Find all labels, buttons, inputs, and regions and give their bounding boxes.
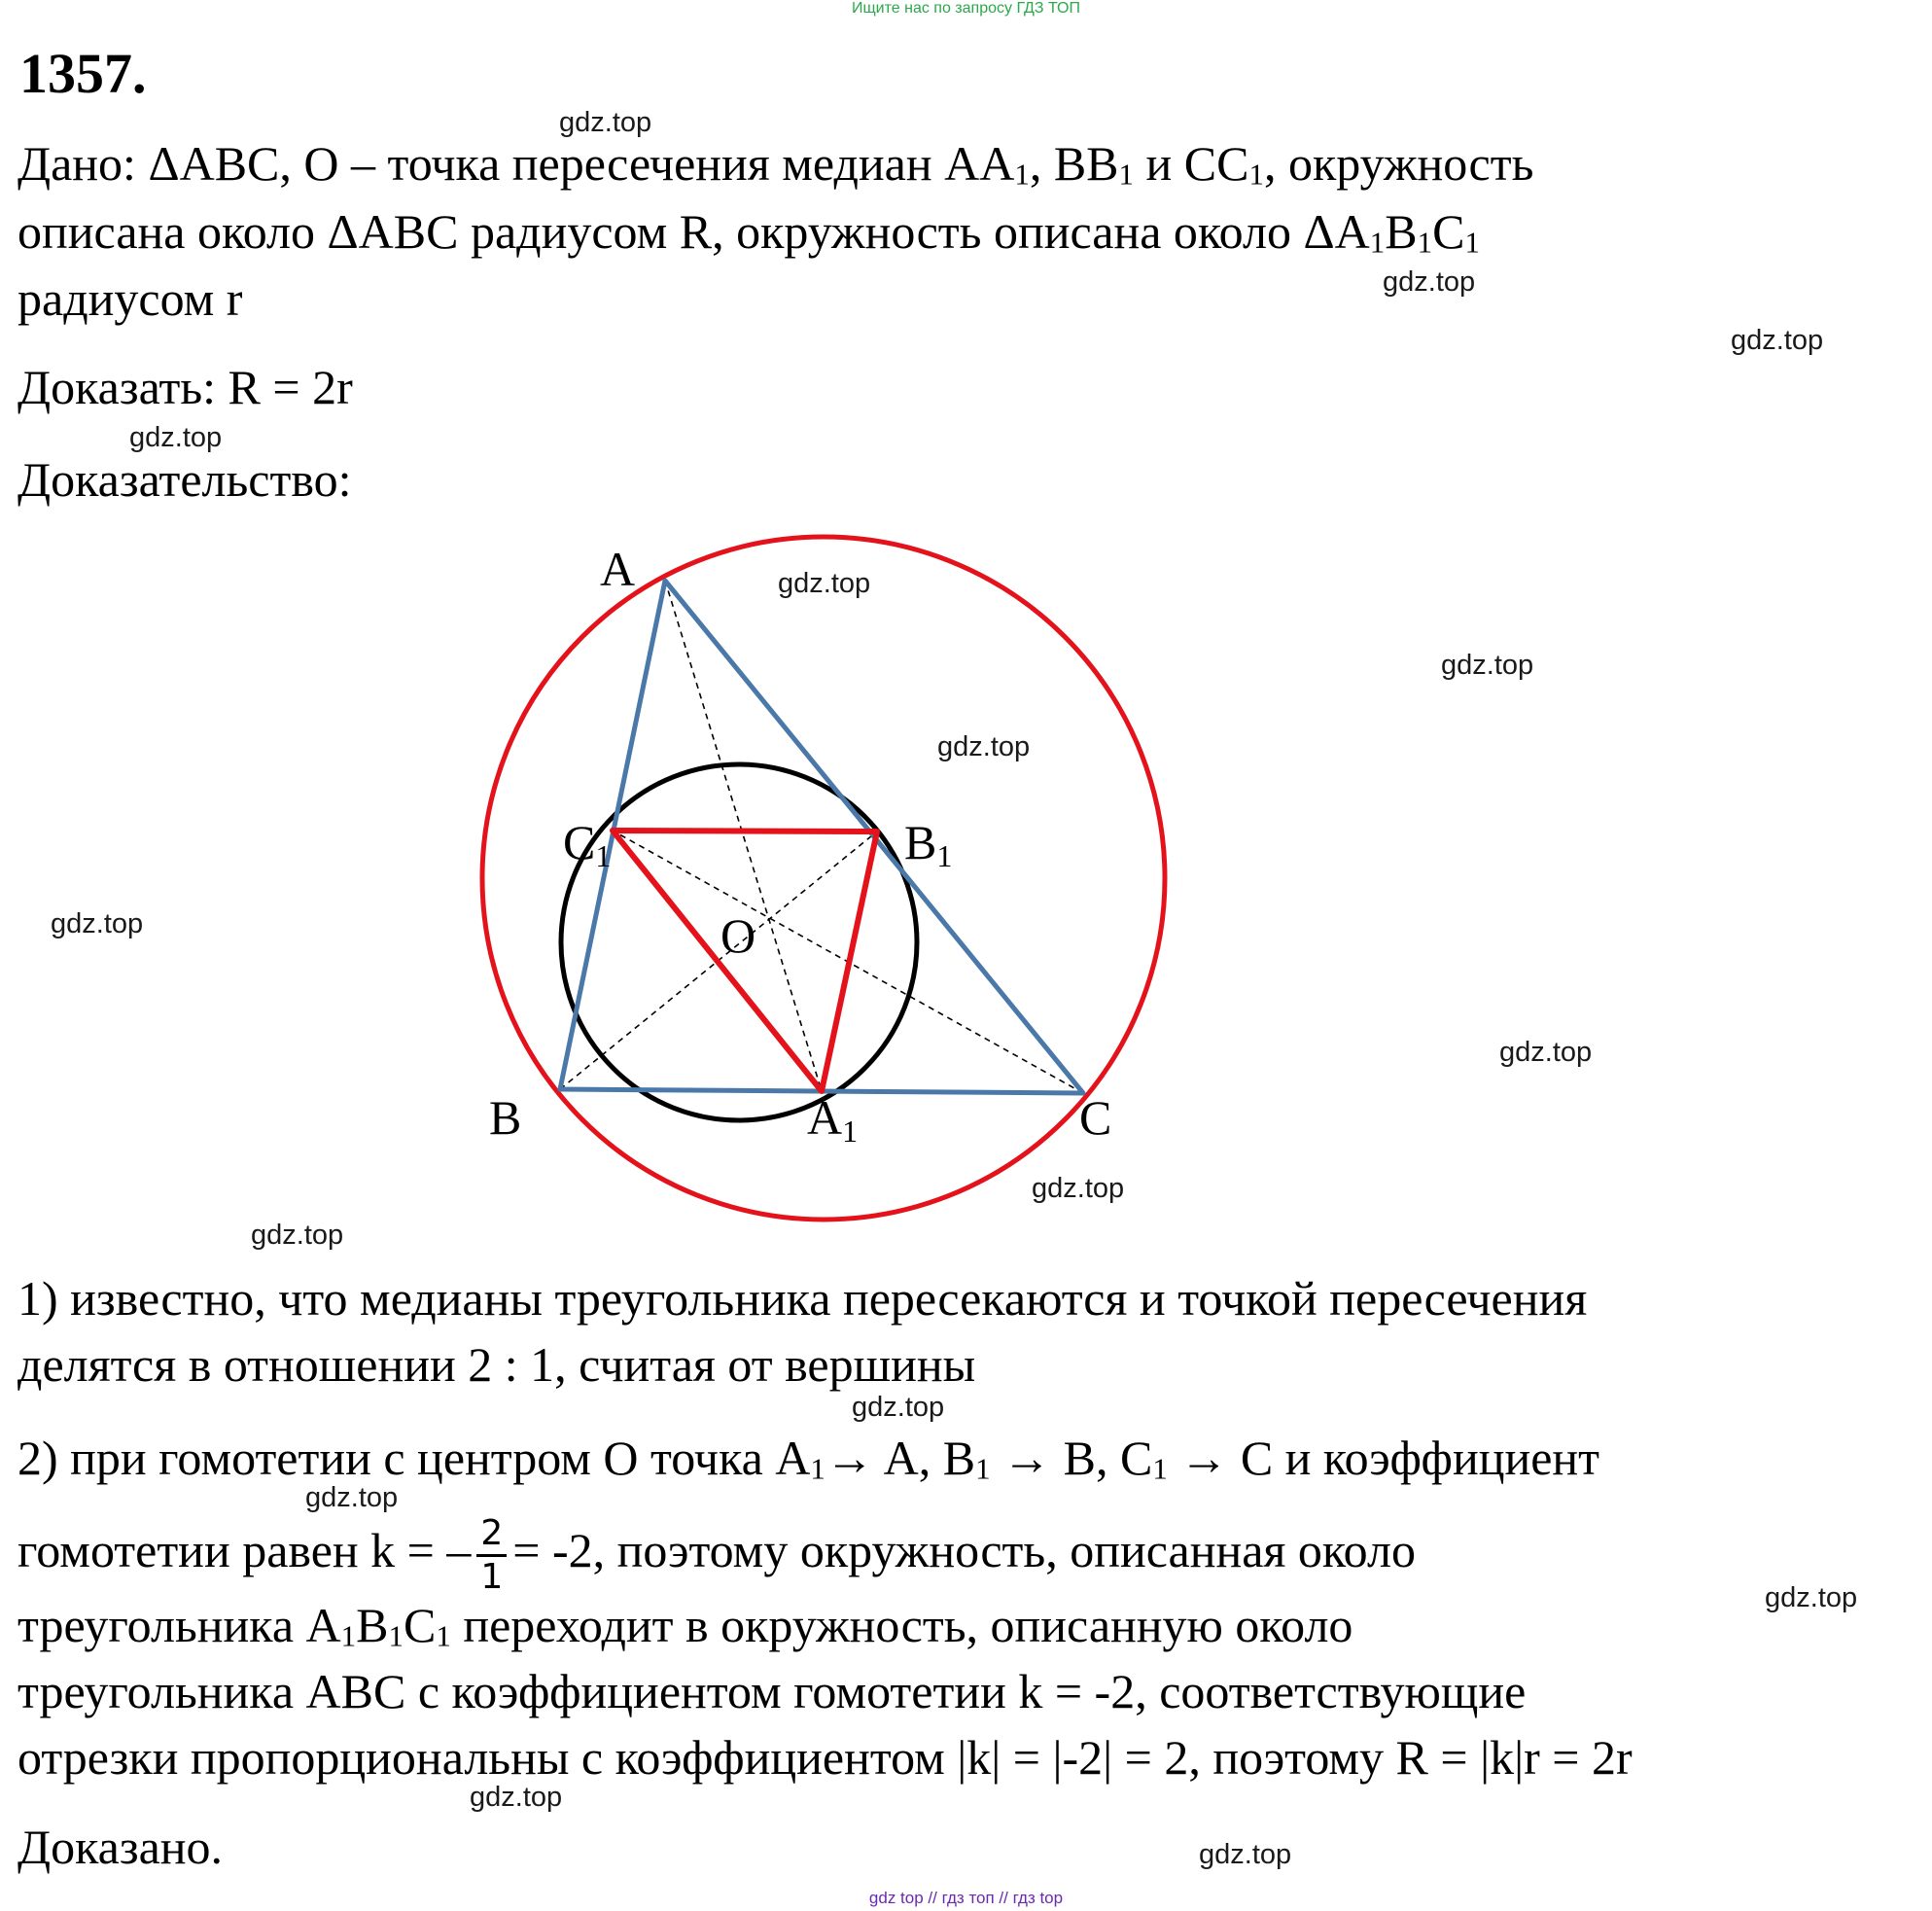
subscript: 1	[1152, 1451, 1168, 1486]
proof-heading: Доказательство:	[18, 452, 352, 507]
watermark: gdz.top	[1383, 266, 1476, 298]
watermark: gdz.top	[1765, 1582, 1858, 1613]
subscript: 1	[1464, 225, 1480, 260]
subscript: 1	[436, 1618, 451, 1653]
step2-text: гомотетии равен k = –	[18, 1523, 472, 1577]
prove-statement: Доказать: R = 2r	[18, 360, 353, 414]
label-b1: B1	[904, 815, 953, 873]
step2-text: → A, B	[825, 1431, 976, 1485]
given-text-d: , окружность	[1264, 136, 1534, 191]
watermark: gdz.top	[778, 568, 871, 599]
step2-text: → B, C	[990, 1431, 1153, 1485]
step2-text: 2) при гомотетии с центром O точка A	[18, 1431, 811, 1485]
triangle-abc	[560, 581, 1083, 1093]
step2-line-4: треугольника ABC с коэффициентом гомотетии k = -2, соответствующие	[18, 1664, 1527, 1718]
watermark: gdz.top	[51, 908, 144, 939]
problem-number: 1357.	[19, 42, 147, 105]
fraction-numerator: 2	[476, 1513, 507, 1557]
fraction-denominator: 1	[480, 1557, 504, 1598]
watermark: gdz.top	[559, 107, 652, 138]
watermark: gdz.top	[852, 1392, 945, 1423]
subscript: 1	[1118, 157, 1135, 192]
step2-text: = -2, поэтому окружность, описанная около	[512, 1523, 1416, 1577]
watermark: gdz.top	[251, 1220, 344, 1251]
step1-line-2: делятся в отношении 2 : 1, считая от вершины	[18, 1337, 976, 1392]
step2-text: → C и коэффициент	[1167, 1431, 1600, 1485]
label-o: O	[720, 908, 756, 963]
watermark: gdz.top	[129, 422, 223, 453]
subscript: 1	[1369, 225, 1386, 260]
subscript: 1	[1417, 225, 1433, 260]
given-text-b: , BB	[1029, 136, 1119, 191]
given-text-e: описана около ΔABC радиусом R, окружность описана около ΔA	[18, 204, 1370, 259]
given-text-a: Дано: ΔABC, O – точка пересечения медиан AA	[18, 136, 1015, 191]
given-text-c: и CC	[1134, 136, 1249, 191]
step2-line-1	[18, 1424, 1599, 1504]
subscript: 1	[975, 1451, 991, 1486]
step2-text: переходит в окружность, описанную около	[450, 1598, 1353, 1652]
watermark: gdz.top	[937, 731, 1031, 762]
subscript: 1	[340, 1618, 357, 1653]
top-banner[interactable]: Ищите нас по запросу ГДЗ ТОП	[852, 0, 1080, 17]
subscript: 1	[388, 1618, 404, 1653]
label-c1: C1	[563, 815, 612, 873]
median-aa1	[665, 581, 822, 1091]
watermark: gdz.top	[470, 1782, 563, 1813]
subscript: 1	[1248, 157, 1264, 192]
watermark: gdz.top	[1441, 650, 1534, 681]
conclusion: Доказано.	[18, 1820, 224, 1874]
given-text-f: B	[1385, 204, 1418, 259]
subscript: 1	[810, 1451, 825, 1486]
fraction	[476, 1513, 507, 1598]
step2-text: B	[356, 1598, 389, 1652]
label-a1: A1	[807, 1090, 859, 1149]
step1-line-1: 1) известно, что медианы треугольника пересекаются и точкой пересечения	[18, 1271, 1588, 1326]
step2-text: C	[403, 1598, 437, 1652]
watermark: gdz.top	[1731, 325, 1824, 356]
watermark: gdz.top	[1032, 1173, 1125, 1204]
watermark: gdz.top	[1499, 1037, 1593, 1068]
footer-links[interactable]: gdz top // гдз топ // гдз top	[868, 1889, 1064, 1907]
label-b: B	[489, 1090, 522, 1145]
step2-line-2	[18, 1504, 1416, 1598]
step2-line-5: отрезки пропорциональны с коэффициентом |k| = |-2| = 2, поэтому R = |k|r = 2r	[18, 1730, 1633, 1785]
label-c: C	[1079, 1090, 1112, 1145]
watermark: gdz.top	[1199, 1839, 1292, 1870]
medians	[560, 581, 1083, 1093]
subscript: 1	[1014, 157, 1030, 192]
given-text-g: C	[1432, 204, 1465, 259]
watermark: gdz.top	[305, 1482, 399, 1513]
step2-text: треугольника A	[18, 1598, 341, 1652]
label-a: A	[600, 542, 636, 596]
given-line-3: радиусом r	[18, 271, 243, 326]
